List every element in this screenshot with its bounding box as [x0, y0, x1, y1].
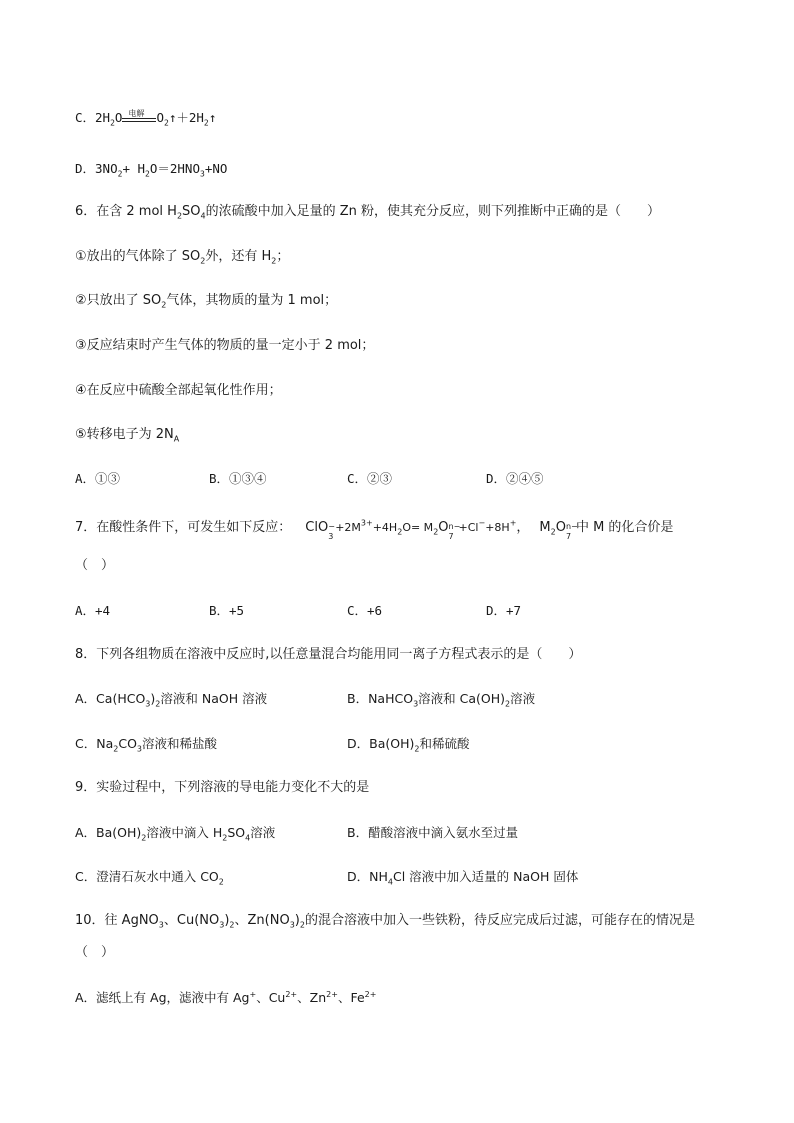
formula-text: 3NO	[95, 161, 118, 176]
subscript: 3	[413, 699, 419, 709]
q7-option-d[interactable]: D．+7	[486, 603, 522, 618]
subscript: 3	[145, 699, 151, 709]
superscript: +	[249, 989, 257, 999]
q10-paren: （ ）	[75, 945, 115, 960]
subscript: 3	[199, 169, 205, 179]
formula-text: +8H	[485, 521, 510, 534]
option-text: D．Ba(OH)	[347, 736, 415, 751]
option-text: Cl 溶液中加入适量的 NaOH 固体	[392, 869, 579, 884]
option-text: SO	[227, 825, 246, 840]
subscript: 2	[414, 744, 420, 754]
subscript: 2	[505, 699, 511, 709]
q8-stem: 8．下列各组物质在溶液中反应时,以任意量混合均能用同一离子方程式表示的是（ ）	[75, 647, 582, 662]
option-text: 溶液和稀盐酸	[142, 736, 218, 751]
subscript: 4	[200, 211, 206, 221]
equals-bar	[122, 118, 156, 122]
item-text: ②只放出了 SO	[75, 293, 162, 308]
question-text: )	[224, 913, 230, 928]
q8-option-d[interactable]	[347, 735, 469, 753]
question-text: 的混合溶液中加入一些铁粉，待反应完成后过滤，可能存在的情况是	[304, 913, 695, 928]
subscript: 3	[289, 920, 295, 930]
q6-item-5	[75, 426, 734, 444]
q6-option-c[interactable]: C．②③	[347, 471, 393, 486]
formula-text: ClO	[305, 520, 329, 535]
superscript: 2+	[364, 989, 377, 999]
item-text: ④在反应中硫酸全部起氧化性作用；	[75, 383, 282, 398]
item-text: ⑤转移电子为 2N	[75, 427, 174, 442]
formula-text: +NO	[204, 161, 228, 176]
subscript: 2	[203, 118, 209, 128]
formula-text: + H	[122, 161, 146, 176]
item-text: ③反应结束时产生气体的物质的量一定小于 2 mol；	[75, 338, 375, 353]
subscript: 2	[176, 211, 183, 221]
option-text: CO	[118, 736, 137, 751]
subscript: 2	[222, 833, 228, 843]
item-text: ；	[276, 249, 290, 264]
q6-item-2	[75, 292, 734, 310]
option-text: 、Fe	[337, 990, 365, 1005]
superscript: 3+	[360, 518, 373, 528]
option-text: 和稀硫酸	[419, 736, 470, 751]
option-text: C．澄清石灰水中通入 CO	[75, 869, 219, 884]
subscript: 3	[136, 744, 143, 754]
question-text: 7．在酸性条件下，可发生如下反应：	[75, 520, 292, 535]
option-label: D．	[75, 161, 96, 176]
q9-option-b[interactable]: B．醋酸溶液中滴入氨水至过量	[347, 825, 519, 840]
question-text: 6．在含 2 mol H	[75, 204, 177, 219]
option-text: C．Na	[75, 736, 114, 751]
option-text: 溶液和 NaOH 溶液	[160, 691, 268, 706]
question-text: 、Cu(NO	[163, 913, 220, 928]
superscript: −	[478, 518, 486, 528]
formula-text: O	[156, 110, 164, 125]
option-text: 溶液	[250, 825, 276, 840]
q7-stem: 7．在酸性条件下，可发生如下反应： ClO − 3 $+2M^{3+}+4H_2O= M_2O$ n− 7 +Cl−+8H+， $M_2O$ n− 7 中 M 的化合价是	[75, 518, 674, 541]
q6-item-1	[75, 248, 734, 266]
formula-text: O	[114, 110, 123, 125]
q8-option-c[interactable]	[75, 735, 217, 753]
q10-option-a[interactable]	[75, 989, 734, 1007]
subscript: 4	[387, 877, 393, 887]
q7-option-b[interactable]: B．+5	[209, 603, 245, 618]
subscript: 2	[141, 833, 147, 843]
reaction-condition	[122, 108, 156, 125]
q6-option-d[interactable]: D．②④⑤	[486, 471, 544, 486]
subscript: 2	[113, 744, 119, 754]
option-text: 溶液中滴入 H	[146, 825, 223, 840]
formula-text: +2M	[335, 521, 361, 534]
subscript: 2	[218, 877, 224, 887]
option-text: )	[150, 691, 156, 706]
subscript: 2	[550, 527, 556, 537]
option-text: A．Ba(OH)	[75, 825, 142, 840]
formula-text: +Cl	[458, 521, 479, 534]
subscript: 3	[219, 920, 225, 930]
subscript: A	[173, 434, 180, 444]
subscript: 2	[299, 920, 305, 930]
q7-option-c[interactable]: C．+6	[347, 603, 383, 618]
option-text: 溶液和 Ca(OH)	[418, 691, 506, 706]
subscript: 2	[155, 699, 161, 709]
subscript: 2	[117, 169, 123, 179]
q9-option-c[interactable]	[75, 868, 224, 886]
formula-text: O	[438, 520, 449, 535]
condition-label: 电解	[128, 108, 145, 118]
formula-text: O	[555, 520, 566, 535]
subscript: 2	[200, 256, 206, 266]
subscript: 2	[110, 118, 115, 128]
superscript: 2+	[285, 989, 298, 999]
question-text: 中 M 的化合价是	[575, 520, 674, 535]
option-text: 、Zn	[297, 990, 327, 1005]
q5-option-d	[75, 160, 734, 178]
subscript: 2	[145, 169, 150, 179]
formula-text: O＝2HNO	[149, 161, 200, 176]
option-label: C．	[75, 110, 96, 125]
q9-stem: 9．实验过程中，下列溶液的导电能力变化不大的是	[75, 780, 370, 795]
subscript: 2	[397, 527, 403, 537]
option-text: 、Cu	[256, 990, 286, 1005]
q10-stem	[75, 912, 734, 930]
option-text: B．NaHCO	[347, 691, 414, 706]
q7-option-a[interactable]: A．+4	[75, 603, 111, 618]
subscript: 2	[229, 920, 235, 930]
subscript: 3	[158, 920, 164, 930]
q6-stem	[75, 203, 734, 221]
q9-option-a[interactable]	[75, 824, 275, 842]
q8-option-b[interactable]	[347, 690, 535, 708]
q6-item-3	[75, 337, 734, 355]
q9-option-d[interactable]	[347, 868, 578, 886]
q5-option-c	[75, 109, 734, 127]
formula-text: ↑＋2H	[168, 110, 204, 125]
formula-text: M	[539, 520, 551, 535]
item-text: 外，还有 H	[205, 249, 272, 264]
superscript: 2+	[326, 989, 338, 999]
separator: ，	[516, 520, 530, 535]
formula-text: O= M	[402, 521, 434, 534]
option-text: 溶液	[510, 691, 536, 706]
question-text: )	[294, 913, 300, 928]
question-text: SO	[182, 204, 201, 219]
q8-option-a[interactable]	[75, 690, 267, 708]
formula-text: 2H	[95, 110, 111, 125]
subscript: 4	[245, 833, 251, 843]
formula-text: ↑	[208, 110, 217, 125]
item-text: 气体，其物质的量为 1 mol；	[166, 293, 338, 308]
subscript: 2	[163, 118, 169, 128]
subscript: 2	[433, 527, 439, 537]
option-text: A．Ca(HCO	[75, 691, 146, 706]
equation: ClO − 3 $+2M^{3+}+4H_2O= M_2O$ n− 7 +Cl−+8H+	[305, 518, 517, 541]
option-text: D．NH	[347, 869, 388, 884]
option-text: A．滤纸上有 Ag，滤液中有 Ag	[75, 990, 250, 1005]
question-text: 的浓硫酸中加入足量的 Zn 粉，使其充分反应，则下列推断中正确的是（ ）	[205, 204, 661, 219]
item-text: ①放出的气体除了 SO	[75, 249, 201, 264]
q7-paren: （ ）	[75, 558, 115, 573]
superscript: +	[509, 518, 517, 528]
q6-option-b[interactable]: B．①③④	[209, 471, 267, 486]
subscript: 2	[161, 300, 167, 310]
q6-option-a[interactable]: A．①③	[75, 471, 121, 486]
subscript: 2	[271, 256, 277, 266]
formula-text: +4H	[372, 521, 398, 534]
question-text: 10．往 AgNO	[75, 913, 159, 928]
question-text: 、Zn(NO	[234, 913, 290, 928]
q6-item-4	[75, 382, 734, 400]
